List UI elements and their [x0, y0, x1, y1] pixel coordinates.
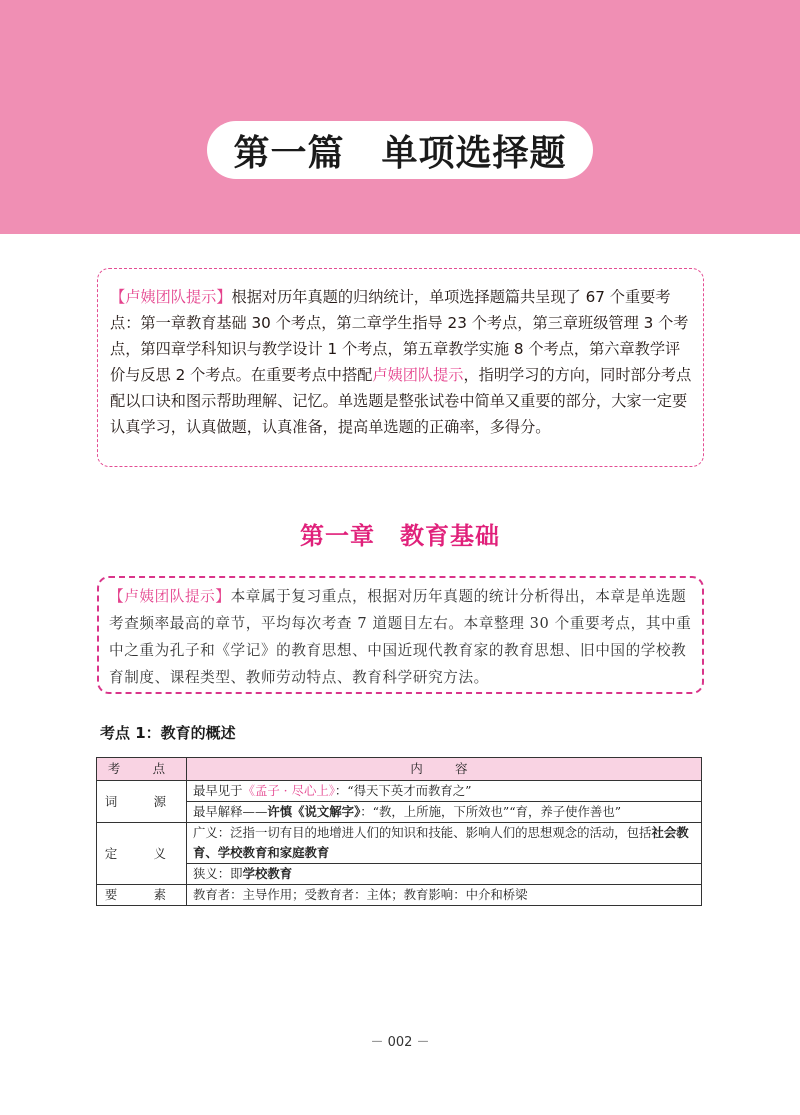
header-neirong: 内 容 [187, 758, 702, 781]
term-ciyuan: 词 源 [97, 781, 187, 823]
yaosu-content: 教育者：主导作用；受教育者：主体；教育影响：中介和桥梁 [187, 885, 702, 906]
term-yaosu: 要 素 [97, 885, 187, 906]
table-row [97, 781, 702, 802]
header-kaodian: 考 点 [97, 758, 187, 781]
table-row [97, 864, 702, 885]
table-row [97, 802, 702, 823]
tip-inline-label: 卢姨团队提示 [372, 366, 464, 384]
tip-text-b: ，指明学习的方向，同时部分考点配以口诀和图示帮助理解、记忆。单选题是整张试卷中简单又重要的部分，大家一定要认真学习，认真做题，认真准备，提高单选题的正确率，多得分。 [110, 366, 692, 436]
dingyi-row-2: 狭义：即学校教育 [187, 864, 702, 885]
ciyuan-row-1: 最早见于《孟子 · 尽心上》：“得天下英才而教育之” [187, 781, 702, 802]
part-tip-box [97, 268, 704, 467]
ciyuan-row-2: 最早解释——许慎《说文解字》：“教，上所施，下所效也”“育，养子使作善也” [187, 802, 702, 823]
tip-label: 【卢姨团队提示】 [109, 588, 231, 605]
part-title: 第一篇 单项选择题 [207, 121, 593, 179]
chapter-tip-box [97, 576, 704, 694]
part-banner [0, 0, 800, 234]
kaodian-table [96, 757, 702, 906]
tip-text-a: 根据对历年真题的归纳统计，单项选择题篇共呈现了 67 个重要考点：第一章教育基础 30 个考点，第二章学生指导 23 个考点，第三章班级管理 3 个考点，第四章学科知识与教学设计 1 个考点，第五章教学实施 8 个考点，第六章教学评价与反思 2 个考点。在重要考点中搭配 [110, 288, 689, 384]
table-header-row [97, 758, 702, 781]
chapter-title: 第一章 教育基础 [300, 521, 500, 550]
kaodian-heading: 考点 1：教育的概述 [100, 724, 236, 742]
tip-text: 本章属于复习重点，根据对历年真题的统计分析得出，本章是单选题考查频率最高的章节，平均每次考查 7 道题目左右。本章整理 30 个重要考点，其中重中之重为孔子和《学记》的教育思想、中国近现代教育家的教育思想、旧中国的学校教育制度、课程类型、教师劳动特点、教育科学研究方法。 [109, 588, 692, 686]
table-row [97, 885, 702, 906]
table-row [97, 823, 702, 864]
term-dingyi: 定 义 [97, 823, 187, 885]
dingyi-row-1: 广义：泛指一切有目的地增进人们的知识和技能、影响人们的思想观念的活动，包括社会教育、学校教育和家庭教育 [187, 823, 702, 864]
tip-label: 【卢姨团队提示】 [110, 288, 232, 306]
page-number: － 002 － [370, 1035, 430, 1050]
